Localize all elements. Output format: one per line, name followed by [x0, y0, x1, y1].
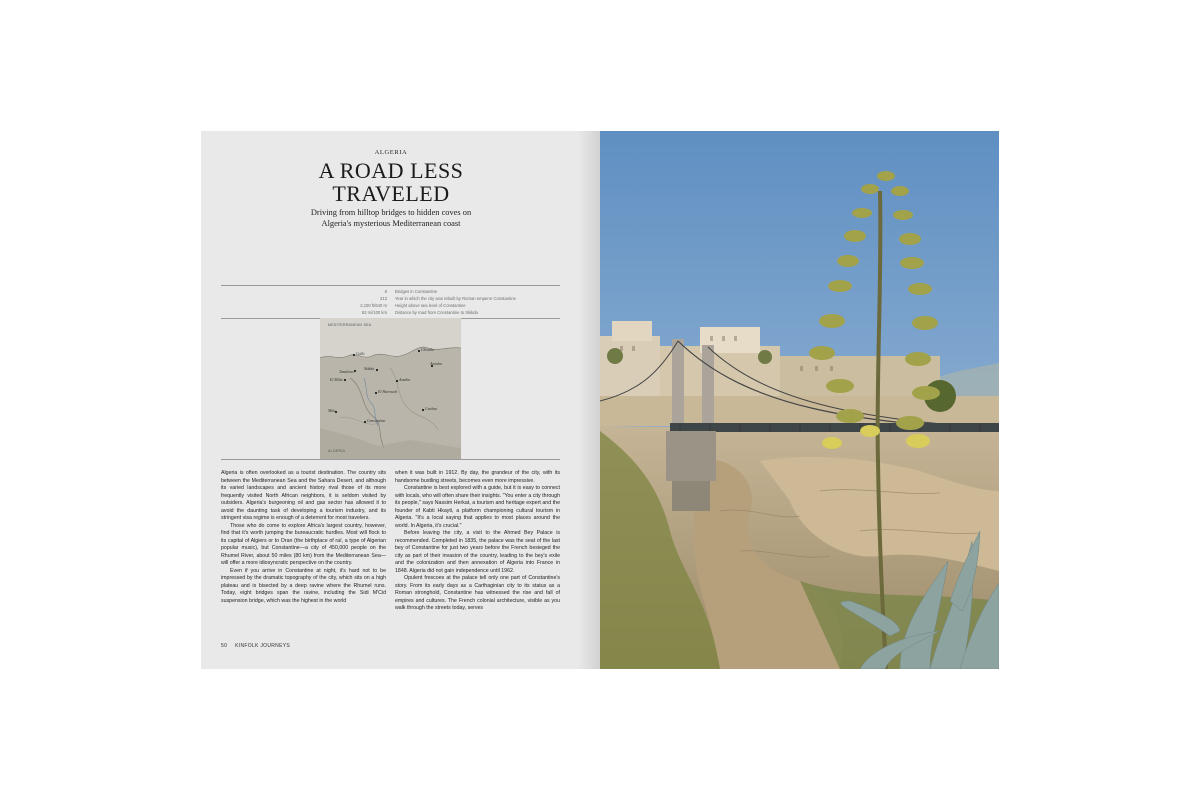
map-place-label: Guelma	[425, 407, 438, 411]
fact-number: 62 mi/100 km	[361, 310, 387, 315]
page-number: 50	[221, 643, 228, 649]
map-place-label: Collo	[356, 352, 365, 356]
fact-number: 2,100 ft/640 m	[360, 303, 387, 308]
fact-description: Height above sea level of Constantine	[395, 303, 466, 308]
section-kicker: ALGERIA	[374, 149, 408, 156]
page-folio	[221, 643, 298, 649]
fact-row	[221, 288, 560, 295]
divider	[221, 459, 560, 460]
map-place-label: Azzaba	[399, 378, 410, 382]
body-paragraph: Even if you arrive in Constantine at night, it's hard not to be impressed by the dramatic topography of the city, which sits on a high plateau and is bisected by a deep ravine where the Rhumel runs. Today, eight bridges span the ravine, including the Sidi M'Cid suspension bridge, which was the highest in the world	[221, 567, 386, 604]
body-paragraph: Those who do come to explore Africa's largest country, however, find that it's worth jumping the bureaucratic hurdles. Most will flock to its capital of Algiers or to Oran (the birthplace of raï, a type of Algerian popular music), but Constantine—a city of 450,000 people on the Rhumel River, about 50 miles (80 km) from the Mediterranean Sea—will offer a more idiosyncratic perspective on the country.	[221, 522, 386, 566]
map-terrain	[320, 318, 461, 459]
map-country-label: ALGERIA	[328, 449, 346, 453]
fact-number: 8	[384, 289, 387, 294]
fact-row	[221, 309, 560, 316]
body-column-1	[221, 470, 386, 605]
fact-number: 313	[380, 296, 387, 301]
deck-line-1: Driving from hilltop bridges to hidden coves on	[310, 208, 472, 217]
deck-line-2: Algeria's mysterious Mediterranean coast	[321, 218, 461, 228]
right-page-photo	[600, 131, 999, 669]
magazine-spread	[201, 131, 999, 669]
title-line-1: A ROAD LESS	[318, 158, 464, 183]
map-place-label: Annaba	[430, 362, 442, 366]
fact-row	[221, 302, 560, 309]
body-paragraph: Constantine is best explored with a guide, but it is easy to connect with locals, who will often share their insights. "You enter a city through its people," says Nassim Herkat, a tourism and heritage expert and the founder of Kabti Hkayti, a platform championing cultural tourism in Algeria. "It's a local saying that applies to most places around the world. In Algeria, it's crucial."	[395, 485, 560, 529]
region-map	[320, 318, 461, 459]
title-line-2: TRAVELED	[332, 181, 450, 206]
magazine-name: KINFOLK JOURNEYS	[235, 643, 290, 649]
map-place-label: Tamalous	[339, 370, 354, 374]
fact-row	[221, 295, 560, 302]
body-paragraph: when it was built in 1912. By day, the grandeur of the city, with its handsome bustling streets, becomes even more impressive.	[395, 470, 560, 484]
map-place-label: Skikda	[364, 367, 375, 371]
left-page	[201, 131, 600, 669]
constantine-bridge-photo	[600, 131, 999, 669]
fact-description: Distance by road from Constantine to Skikda	[395, 310, 478, 315]
article-deck	[291, 208, 491, 229]
map-place-label: Chetaibi	[421, 348, 435, 352]
map-place-label: El Milia	[330, 378, 343, 382]
map-place-label: Constantine	[367, 419, 386, 423]
fact-description: Year in which the city was rebuilt by Roman emperor Constantine	[395, 296, 516, 301]
fact-description: Bridges in Constantine	[395, 289, 438, 294]
facts-table	[221, 285, 560, 319]
body-paragraph: Opulent frescoes at the palace tell only one part of Constantine's story. From its early days as a Carthaginian city to its status as a Roman stronghold, Constantine has witnessed the rise and fall of empires and cultures. The French colonial architecture, visible as you walk through the streets today, serves	[395, 575, 560, 611]
body-paragraph: Before leaving the city, a visit to the Ahmed Bey Palace is recommended. Completed in 1835, the palace was the seat of the last bey of Constantine for just two years before the French besieged the city as part of their invasion of the country, leading to the bey's exile and the colonization and then annexation of Algeria into France in 1848. Algeria did not gain independence until 1962.	[395, 530, 560, 574]
map-place-label: Mila	[328, 409, 336, 413]
article-title	[201, 159, 581, 205]
body-paragraph: Algeria is often overlooked as a tourist destination. The country sits between the Mediterranean Sea and the Sahara Desert, and although its varied landscapes and ancient history rival those of its more frequently visited North African neighbors, it is seldom visited by outsiders. Algeria's burgeoning oil and gas sector has allowed it to avoid the daunting task of developing a tourism industry, and its stringent visa regime is enough of a deterrent for most travelers.	[221, 470, 386, 521]
body-column-2	[395, 470, 560, 613]
map-place-label: El Harrouch	[378, 390, 398, 394]
map-sea-label: MEDITERRANEAN SEA	[328, 323, 372, 327]
